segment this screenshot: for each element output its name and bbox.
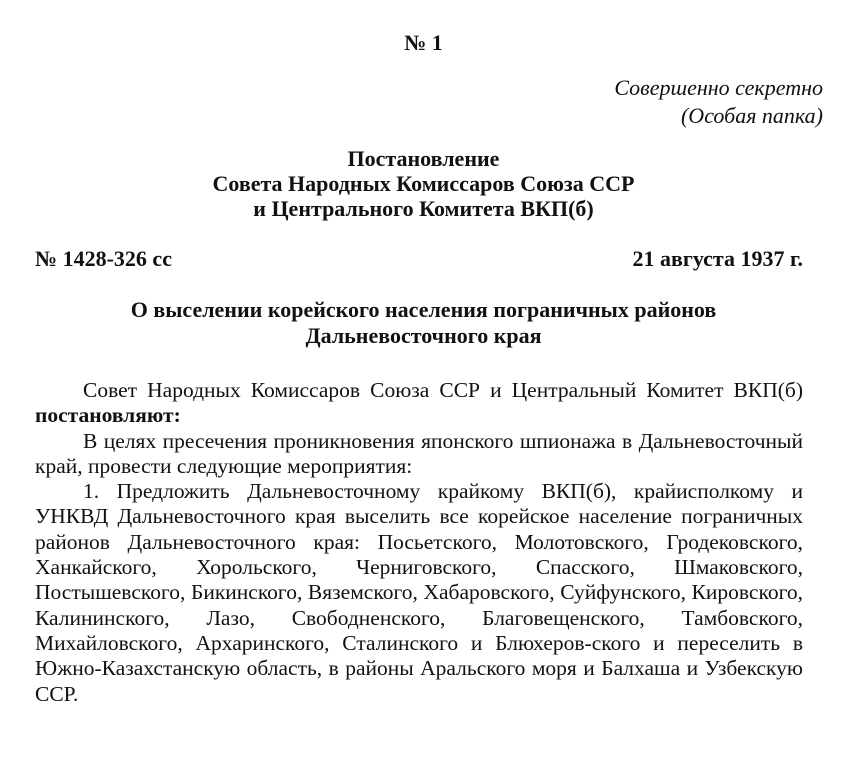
title-line-1: Постановление xyxy=(347,146,500,171)
document-title xyxy=(0,146,847,221)
title-line-3: и Центрального Комитета ВКП(б) xyxy=(253,196,594,221)
document-subject xyxy=(0,297,847,349)
registration-row xyxy=(35,246,803,272)
title-line-2: Совета Народных Комиссаров Союза ССР xyxy=(212,171,635,196)
preamble-resolve: постановляют: xyxy=(35,403,181,428)
document-number: № 1 xyxy=(404,30,443,55)
registration-number: № 1428-326 сс xyxy=(35,246,172,271)
classification-stamp xyxy=(614,74,823,130)
preamble-text: Совет Народных Комиссаров Союза ССР и Центральный Комитет ВКП(б) xyxy=(83,378,803,402)
subject-line-1: О выселении корейского населения пограничных районов xyxy=(130,297,717,322)
paragraph-item-1: 1. Предложить Дальневосточному крайкому ВКП(б), крайисполкому и УНКВД Дальневосточного края выселить все корейское население пограничных районов Дальневосточного края: Посьетского, Молотовского, Гродековского, Ханкайского, Хорольского, Черниговского, Спасского, Шмаковского, Постышевского, Бикинского, Вяземского, Хабаровского, Суйфунского, Кировского, Калининского, Лазо, Свободненского, Благовещенского, Тамбовского, Михайловского, Архаринского, Сталинского и Блюхеров-ского и переселить в Южно-Казахстанскую область, в районы Аральского моря и Балхаша и Узбекскую ССР. xyxy=(35,479,803,706)
document-date: 21 августа 1937 г. xyxy=(632,246,803,271)
classification-line-1: Совершенно секретно xyxy=(614,75,823,100)
paragraph-preamble xyxy=(35,378,803,429)
paragraph-purpose: В целях пресечения проникновения японского шпионажа в Дальневосточный край, провести следующие мероприятия: xyxy=(35,428,803,478)
subject-line-2: Дальневосточного края xyxy=(305,323,542,348)
document-body xyxy=(35,378,803,707)
classification-line-2: (Особая папка) xyxy=(680,103,823,128)
